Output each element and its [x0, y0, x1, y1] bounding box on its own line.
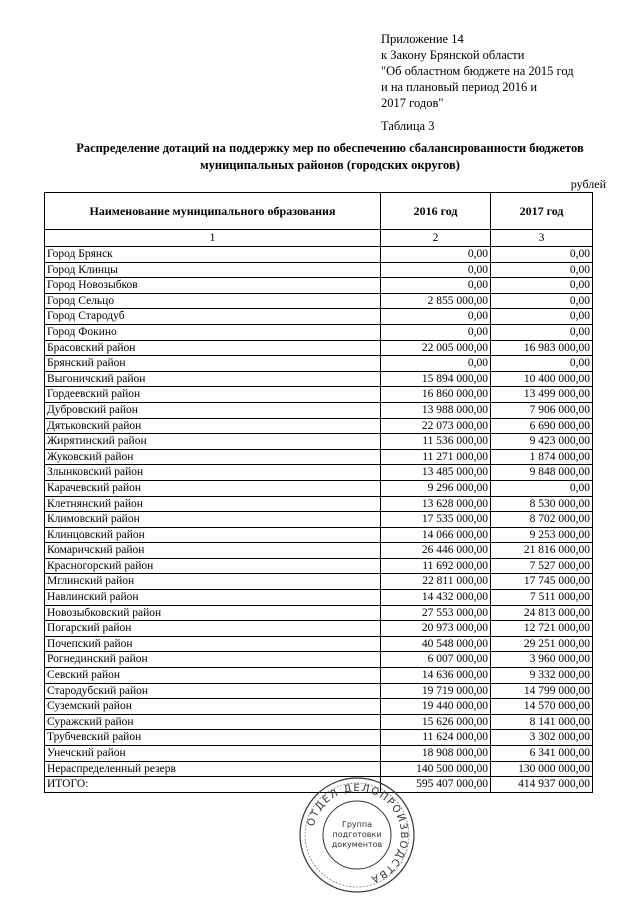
municipality-name: Карачевский район	[45, 480, 381, 496]
amount-2016: 19 719 000,00	[381, 683, 491, 699]
amount-2016: 19 440 000,00	[381, 699, 491, 715]
amount-2016: 26 446 000,00	[381, 543, 491, 559]
table-row	[45, 543, 593, 559]
table-row	[45, 465, 593, 481]
amount-2016: 0,00	[381, 262, 491, 278]
table-row	[45, 387, 593, 403]
municipality-name: Стародубский район	[45, 683, 381, 699]
amount-2017: 24 813 000,00	[491, 605, 593, 621]
amount-2017: 0,00	[491, 293, 593, 309]
amount-2017: 9 423 000,00	[491, 434, 593, 450]
municipality-name: Город Новозыбков	[45, 278, 381, 294]
amount-2016: 2 855 000,00	[381, 293, 491, 309]
municipality-name: Брасовский район	[45, 340, 381, 356]
amount-2016: 14 636 000,00	[381, 668, 491, 684]
municipality-name: Навлинский район	[45, 590, 381, 606]
municipality-name: Клинцовский район	[45, 527, 381, 543]
table-row	[45, 574, 593, 590]
subsidy-table	[44, 192, 593, 793]
table-row	[45, 371, 593, 387]
column-header-name: Наименование муниципального образования	[45, 193, 381, 230]
amount-2017: 14 570 000,00	[491, 699, 593, 715]
amount-2017: 8 141 000,00	[491, 714, 593, 730]
amount-2016: 18 908 000,00	[381, 746, 491, 762]
amount-2017: 0,00	[491, 480, 593, 496]
amount-2017: 29 251 000,00	[491, 636, 593, 652]
municipality-name: Дятьковский район	[45, 418, 381, 434]
municipality-name: Рогнединский район	[45, 652, 381, 668]
stamp-inner-line: документов	[331, 840, 383, 849]
municipality-name: Мглинский район	[45, 574, 381, 590]
municipality-name: Почепский район	[45, 636, 381, 652]
municipality-name: Город Клинцы	[45, 262, 381, 278]
amount-2016: 40 548 000,00	[381, 636, 491, 652]
table-row	[45, 402, 593, 418]
header-line: 2017 годов"	[381, 96, 444, 110]
document-header	[381, 31, 621, 111]
amount-2017: 12 721 000,00	[491, 621, 593, 637]
municipality-name: Суземский район	[45, 699, 381, 715]
amount-2016: 11 692 000,00	[381, 558, 491, 574]
amount-2017: 0,00	[491, 356, 593, 372]
table-row	[45, 340, 593, 356]
amount-2017: 6 341 000,00	[491, 746, 593, 762]
table-row	[45, 746, 593, 762]
table-row	[45, 761, 593, 777]
column-number: 3	[491, 230, 593, 247]
municipality-name: Выгоничский район	[45, 371, 381, 387]
amount-2017: 7 906 000,00	[491, 402, 593, 418]
title-line-1: Распределение дотаций на поддержку мер по обеспечению сбалансированности бюджетов	[76, 141, 584, 155]
amount-2016: 11 624 000,00	[381, 730, 491, 746]
municipality-name: Город Стародуб	[45, 309, 381, 325]
column-number: 2	[381, 230, 491, 247]
table-row	[45, 262, 593, 278]
amount-2016: 0,00	[381, 247, 491, 263]
table-row	[45, 527, 593, 543]
table-header-row	[45, 193, 593, 230]
amount-2016: 0,00	[381, 278, 491, 294]
amount-2016: 6 007 000,00	[381, 652, 491, 668]
amount-2017: 9 253 000,00	[491, 527, 593, 543]
amount-2016: 140 500 000,00	[381, 761, 491, 777]
table-row	[45, 636, 593, 652]
municipality-name: Дубровский район	[45, 402, 381, 418]
table-row	[45, 324, 593, 340]
amount-2016: 0,00	[381, 309, 491, 325]
amount-2016: 595 407 000,00	[381, 777, 491, 793]
amount-2017: 6 690 000,00	[491, 418, 593, 434]
municipality-name: Погарский район	[45, 621, 381, 637]
municipality-name: Брянский район	[45, 356, 381, 372]
municipality-name: Жирятинский район	[45, 434, 381, 450]
table-row	[45, 356, 593, 372]
amount-2017: 0,00	[491, 324, 593, 340]
municipality-name: Нераспределенный резерв	[45, 761, 381, 777]
stamp-inner-line: Группа	[341, 820, 373, 829]
units-label: рублей	[570, 177, 606, 191]
table-row	[45, 293, 593, 309]
column-number-row	[45, 230, 593, 247]
header-line: Приложение 14	[381, 32, 464, 46]
department-stamp	[298, 776, 416, 894]
column-number: 1	[45, 230, 381, 247]
table-row	[45, 668, 593, 684]
amount-2017: 7 511 000,00	[491, 590, 593, 606]
amount-2017: 3 960 000,00	[491, 652, 593, 668]
amount-2017: 414 937 000,00	[491, 777, 593, 793]
municipality-name: Гордеевский район	[45, 387, 381, 403]
title-line-2: муниципальных районов (городских округов)	[200, 158, 460, 172]
table-row	[45, 558, 593, 574]
municipality-name: Злынковский район	[45, 465, 381, 481]
amount-2017: 16 983 000,00	[491, 340, 593, 356]
table-row	[45, 590, 593, 606]
amount-2017: 0,00	[491, 262, 593, 278]
amount-2017: 1 874 000,00	[491, 449, 593, 465]
municipality-name: Севский район	[45, 668, 381, 684]
amount-2016: 14 432 000,00	[381, 590, 491, 606]
table-row	[45, 449, 593, 465]
municipality-name: Город Сельцо	[45, 293, 381, 309]
amount-2016: 20 973 000,00	[381, 621, 491, 637]
table-row	[45, 699, 593, 715]
amount-2016: 0,00	[381, 356, 491, 372]
table-row	[45, 605, 593, 621]
amount-2016: 9 296 000,00	[381, 480, 491, 496]
amount-2017: 9 848 000,00	[491, 465, 593, 481]
stamp-inner-line: подготовки	[332, 830, 382, 839]
amount-2016: 13 988 000,00	[381, 402, 491, 418]
amount-2017: 13 499 000,00	[491, 387, 593, 403]
municipality-name: Новозыбковский район	[45, 605, 381, 621]
header-line: "Об областном бюджете на 2015 год	[381, 64, 574, 78]
table-reference: Таблица 3	[381, 119, 435, 133]
table-row	[45, 278, 593, 294]
amount-2016: 0,00	[381, 324, 491, 340]
table-row	[45, 434, 593, 450]
amount-2017: 8 530 000,00	[491, 496, 593, 512]
stamp-outer-text: ОТДЕЛ ДЕЛОПРОИЗВОДСТВА	[305, 782, 410, 885]
table-row	[45, 480, 593, 496]
table-row	[45, 512, 593, 528]
municipality-name: Город Фокино	[45, 324, 381, 340]
column-header-2017: 2017 год	[491, 193, 593, 230]
amount-2017: 9 332 000,00	[491, 668, 593, 684]
amount-2016: 11 536 000,00	[381, 434, 491, 450]
amount-2016: 22 811 000,00	[381, 574, 491, 590]
municipality-name: Комаричский район	[45, 543, 381, 559]
table-row	[45, 247, 593, 263]
amount-2017: 3 302 000,00	[491, 730, 593, 746]
amount-2016: 22 005 000,00	[381, 340, 491, 356]
header-line: к Закону Брянской области	[381, 48, 525, 62]
amount-2016: 15 626 000,00	[381, 714, 491, 730]
table-row	[45, 309, 593, 325]
amount-2017: 0,00	[491, 309, 593, 325]
amount-2016: 16 860 000,00	[381, 387, 491, 403]
amount-2016: 13 628 000,00	[381, 496, 491, 512]
table-row	[45, 418, 593, 434]
amount-2016: 13 485 000,00	[381, 465, 491, 481]
municipality-name: Жуковский район	[45, 449, 381, 465]
amount-2016: 27 553 000,00	[381, 605, 491, 621]
amount-2016: 15 894 000,00	[381, 371, 491, 387]
municipality-name: Клетнянский район	[45, 496, 381, 512]
amount-2017: 14 799 000,00	[491, 683, 593, 699]
header-line: и на плановый период 2016 и	[381, 80, 538, 94]
municipality-name: Город Брянск	[45, 247, 381, 263]
municipality-name: ИТОГО:	[45, 777, 381, 793]
amount-2017: 8 702 000,00	[491, 512, 593, 528]
amount-2017: 21 816 000,00	[491, 543, 593, 559]
amount-2016: 14 066 000,00	[381, 527, 491, 543]
table-row	[45, 652, 593, 668]
amount-2016: 11 271 000,00	[381, 449, 491, 465]
municipality-name: Красногорский район	[45, 558, 381, 574]
document-title	[30, 140, 630, 174]
table-row	[45, 714, 593, 730]
table-row	[45, 730, 593, 746]
table-row	[45, 621, 593, 637]
amount-2017: 0,00	[491, 247, 593, 263]
amount-2017: 17 745 000,00	[491, 574, 593, 590]
column-header-2016: 2016 год	[381, 193, 491, 230]
amount-2017: 0,00	[491, 278, 593, 294]
amount-2017: 7 527 000,00	[491, 558, 593, 574]
table-row	[45, 683, 593, 699]
amount-2017: 130 000 000,00	[491, 761, 593, 777]
amount-2017: 10 400 000,00	[491, 371, 593, 387]
municipality-name: Унечский район	[45, 746, 381, 762]
municipality-name: Климовский район	[45, 512, 381, 528]
municipality-name: Трубчевский район	[45, 730, 381, 746]
table-row	[45, 496, 593, 512]
municipality-name: Суражский район	[45, 714, 381, 730]
amount-2016: 17 535 000,00	[381, 512, 491, 528]
amount-2016: 22 073 000,00	[381, 418, 491, 434]
